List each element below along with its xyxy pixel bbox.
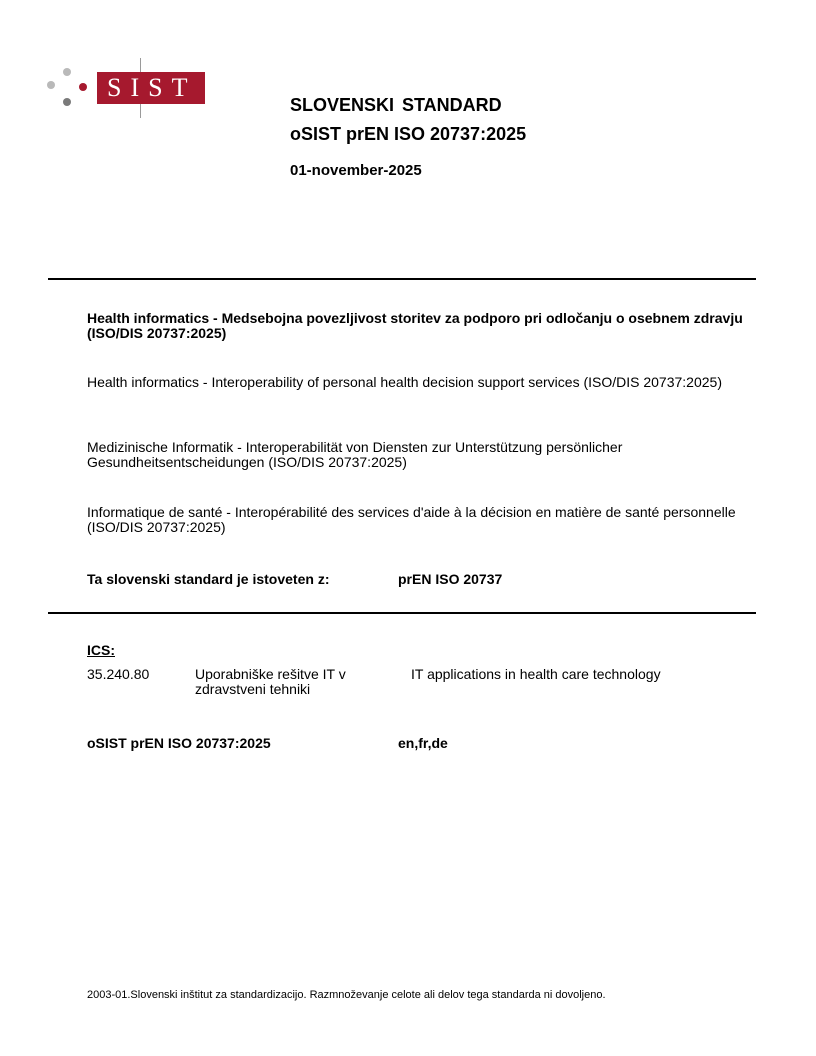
logo-dot bbox=[63, 98, 71, 106]
title-french: Informatique de santé - Interopérabilité des services d'aide à la décision en matière de santé personnelle (ISO/DIS 20737:2025) bbox=[87, 504, 736, 535]
identical-value: prEN ISO 20737 bbox=[398, 571, 503, 587]
top-divider bbox=[48, 278, 756, 280]
title-english: Health informatics - Interoperability of personal health decision support services (ISO/DIS 20737:2025) bbox=[87, 374, 722, 390]
logo-dots bbox=[0, 0, 90, 110]
standard-id: oSIST prEN ISO 20737:2025 bbox=[290, 124, 527, 144]
logo-dot bbox=[47, 81, 55, 89]
title-slovenian: Health informatics - Medsebojna povezljivost storitev za podporo pri odločanju o osebnem zdravju (ISO/DIS 20737:2025) bbox=[87, 310, 743, 341]
reference-languages: en,fr,de bbox=[398, 735, 448, 751]
title-german: Medizinische Informatik - Interoperabilität von Diensten zur Unterstützung persönlicher Gesundheitsentscheidungen (ISO/DIS 20737:2025) bbox=[87, 439, 623, 470]
bottom-divider bbox=[48, 612, 756, 614]
identical-label: Ta slovenski standard je istoveten z: bbox=[87, 571, 330, 587]
reference-id: oSIST prEN ISO 20737:2025 bbox=[87, 735, 271, 751]
sist-logo: SIST bbox=[97, 72, 205, 104]
logo-dot bbox=[63, 68, 71, 76]
ics-label: ICS: bbox=[87, 642, 115, 658]
ics-description-slovenian: Uporabniške rešitve IT v zdravstveni tehniki bbox=[195, 666, 346, 697]
publication-date: 01-november-2025 bbox=[290, 162, 422, 179]
ics-code: 35.240.80 bbox=[87, 666, 150, 682]
ics-description-english: IT applications in health care technology bbox=[411, 666, 661, 682]
logo-dot bbox=[79, 83, 87, 91]
copyright-footer: 2003-01.Slovenski inštitut za standardizacijo. Razmnoževanje celote ali delov tega standarda ni dovoljeno. bbox=[87, 989, 606, 1001]
standard-type: SLOVENSKI STANDARD bbox=[290, 95, 502, 115]
